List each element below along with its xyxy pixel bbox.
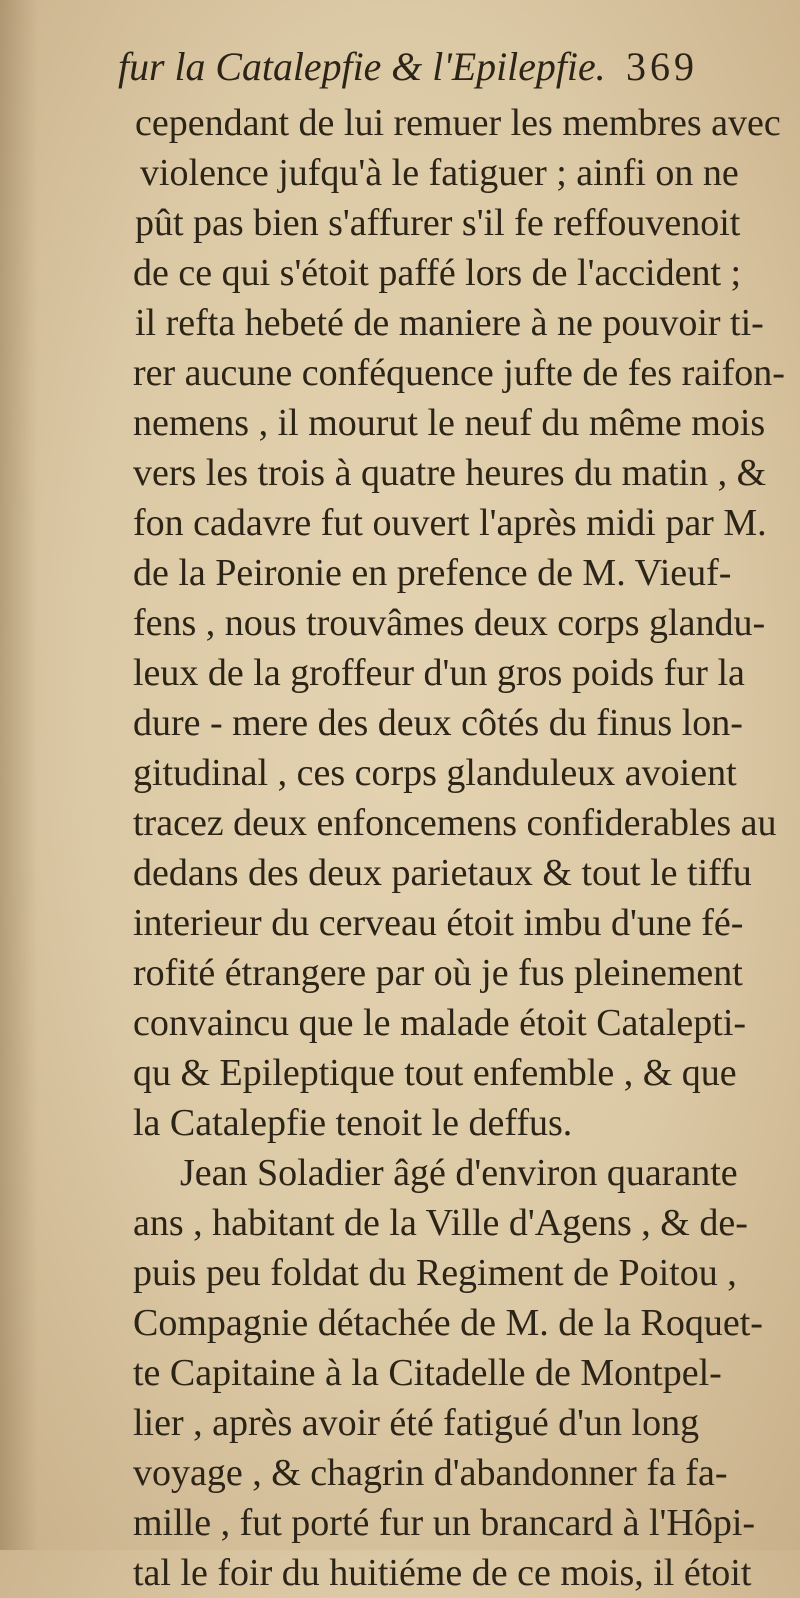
text-line: de la Peironie en prefence de M. Vieuf- xyxy=(133,552,732,594)
text-line: qu & Epileptique tout enfemble , & que xyxy=(133,1052,737,1094)
page-gutter-shadow xyxy=(0,0,38,1550)
text-line: Compagnie détachée de M. de la Roquet- xyxy=(133,1302,763,1344)
text-line: vers les trois à quatre heures du matin , & xyxy=(133,452,767,494)
text-line: pût pas bien s'affurer s'il fe reffouvenoit xyxy=(135,202,741,244)
text-line: te Capitaine à la Citadelle de Montpel- xyxy=(133,1352,722,1394)
text-line: violence jufqu'à le fatiguer ; ainfi on ne xyxy=(140,152,739,194)
text-line: voyage , & chagrin d'abandonner fa fa- xyxy=(133,1452,728,1494)
text-line: gitudinal , ces corps glanduleux avoient xyxy=(133,752,737,794)
text-line: cependant de lui remuer les membres avec xyxy=(135,102,781,144)
text-line: fon cadavre fut ouvert l'après midi par M. xyxy=(133,502,767,544)
text-line: rofité étrangere par où je fus pleinement xyxy=(133,952,743,994)
text-line: fens , nous trouvâmes deux corps glandu- xyxy=(133,602,766,644)
text-line: ans , habitant de la Ville d'Agens , & de- xyxy=(133,1202,748,1244)
text-line: convaincu que le malade étoit Catalepti- xyxy=(133,1002,747,1044)
text-line: la Catalepfie tenoit le deffus. xyxy=(133,1102,573,1144)
text-line: nemens , il mourut le neuf du même mois xyxy=(133,402,766,444)
text-line: rer aucune conféquence jufte de fes raifon- xyxy=(133,352,785,394)
text-line: tracez deux enfoncemens confiderables au xyxy=(133,802,777,844)
text-line: dure - mere des deux côtés du finus lon- xyxy=(133,702,743,744)
page-header xyxy=(118,42,698,92)
text-line: mille , fut porté fur un brancard à l'Hôpi- xyxy=(133,1502,756,1544)
running-head: fur la Catalepfie & l'Epilepfie. xyxy=(118,44,606,89)
text-line: de ce qui s'étoit paffé lors de l'accident ; xyxy=(133,252,742,294)
text-line: leux de la groffeur d'un gros poids fur la xyxy=(133,652,745,694)
text-line: il refta hebeté de maniere à ne pouvoir ti- xyxy=(135,302,764,344)
text-line: puis peu foldat du Regiment de Poitou , xyxy=(133,1252,737,1294)
text-line: tal le foir du huitiéme de ce mois, il étoit xyxy=(133,1552,752,1594)
text-line: lier , après avoir été fatigué d'un long xyxy=(133,1402,700,1444)
text-line: dedans des deux parietaux & tout le tiffu xyxy=(133,852,752,894)
page-number: 369 xyxy=(626,44,698,89)
text-line: Jean Soladier âgé d'environ quarante xyxy=(180,1152,738,1194)
text-line: interieur du cerveau étoit imbu d'une fé- xyxy=(133,902,744,944)
